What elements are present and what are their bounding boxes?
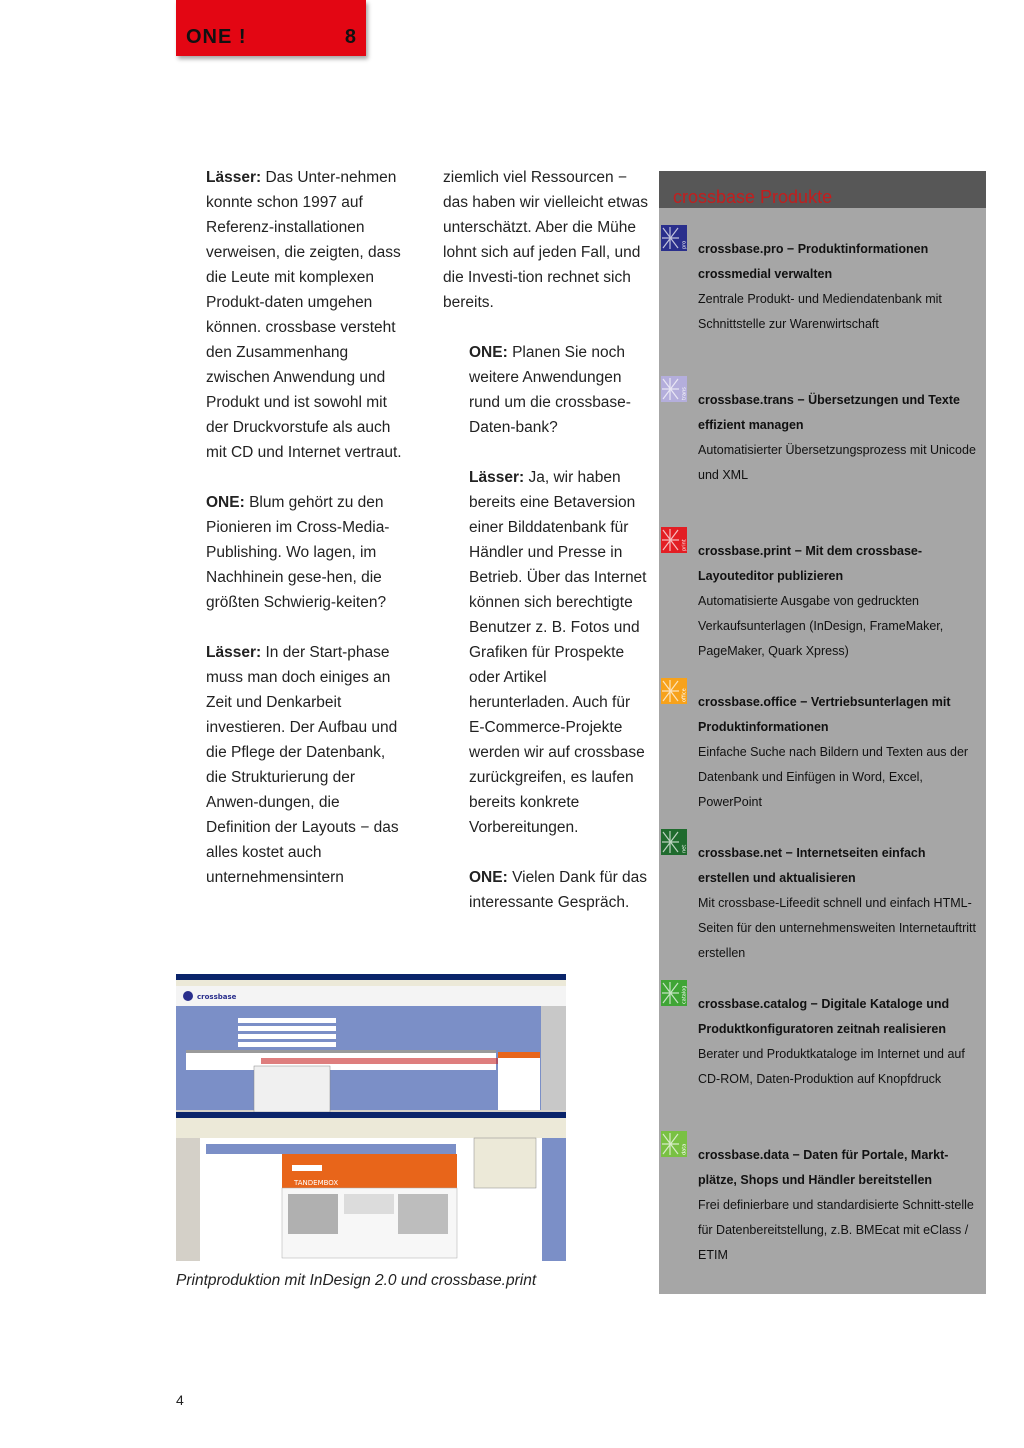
paragraph-text: Blum gehört zu den Pionieren im Cross-Media-Publishing. Wo lagen, im Nachhinein gese-hen, die größten Schwierig-keiten? [206, 494, 390, 611]
text-column-1 [176, 165, 406, 890]
product-description: Einfache Suche nach Bildern und Texten aus der Datenbank und Einfügen in Word, Excel, PowerPoint [698, 745, 969, 809]
issue-number: 8 [344, 26, 356, 48]
product-title: crossbase.trans − Übersetzungen und Texte effizient managen [698, 393, 960, 432]
product-logo-icon [661, 829, 687, 855]
product-logo-label: data [681, 1143, 687, 1155]
speaker: Lässer: [206, 644, 262, 661]
product-title: crossbase.pro − Produktinformationen crossmedial verwalten [698, 242, 929, 281]
speaker: Lässer: [206, 169, 262, 186]
paragraph-text: Vielen Dank für das interessante Gespräch. [469, 869, 648, 911]
product-description: Frei definierbare und standardisierte Schnitt-stelle für Datenbereitstellung, z.B. BMEcat mit eClass / ETIM [698, 1198, 974, 1262]
product-logo-label: net [681, 844, 687, 853]
paragraph-text: Das Unter-nehmen konnte schon 1997 auf Referenz-installationen verweisen, die zeigten, dass die Leute mit komplexen Produkt-daten umgehen können. crossbase versteht den Zusammenhang zwischen Anwendung und Produkt und ist sowohl mit der Druckvorstufe als auch mit CD und Internet vertraut. [206, 169, 402, 461]
product-logo-icon [661, 527, 687, 553]
product-logo-icon [661, 678, 687, 704]
product-logo-label: pro [681, 240, 687, 249]
product-description: Automatisierte Ausgabe von gedruckten Verkaufsunterlagen (InDesign, FrameMaker, PageMaker, Quark Xpress) [698, 594, 944, 658]
product-logo-label: print [681, 539, 687, 551]
paragraph [176, 165, 406, 465]
product-title: crossbase.data − Daten für Portale, Markt-plätze, Shops und Händler bereitstellen [698, 1148, 949, 1187]
paragraph [176, 490, 406, 615]
product-logo-label: trans [681, 387, 687, 400]
product-logo-icon [661, 225, 687, 251]
product-title: crossbase.catalog − Digitale Kataloge und Produktkonfiguratoren zeitnah realisieren [698, 997, 950, 1036]
paragraph [439, 865, 649, 915]
product-description: Berater und Produktkataloge im Internet und auf CD-ROM, Daten-Produktion auf Knopfdruck [698, 1047, 965, 1086]
product-logo-icon [661, 1131, 687, 1157]
paragraph [439, 465, 649, 840]
screenshot-doc-banner: TANDEMBOX [294, 1179, 339, 1187]
speaker: ONE: [469, 344, 508, 361]
product-logo-label: office [681, 688, 687, 702]
image-caption: Printproduktion mit InDesign 2.0 und crossbase.print [176, 1272, 537, 1289]
sidebar-header [659, 171, 986, 208]
sidebar-title: crossbase Produkte [673, 187, 833, 207]
product-title: crossbase.office − Vertriebsunterlagen mit Produktinformationen [698, 695, 951, 734]
product-description: Automatisierter Übersetzungsprozess mit Unicode und XML [698, 443, 976, 482]
paragraph [176, 640, 406, 890]
software-screenshot [176, 974, 566, 1261]
paragraph [439, 340, 649, 440]
product-description: Mit crossbase-Lifeedit schnell und einfach HTML-Seiten für den unternehmensweiten Internetauftritt erstellen [698, 896, 976, 960]
screenshot-brand: crossbase [197, 993, 237, 1001]
paragraph [439, 165, 649, 315]
text-column-2 [439, 165, 649, 915]
speaker: ONE: [206, 494, 245, 511]
product-logo-label: catalog [681, 985, 687, 1004]
product-title: crossbase.net − Internetseiten einfach erstellen und aktualisieren [698, 846, 926, 885]
page-number: 4 [176, 1392, 184, 1408]
paragraph-text: In der Start-phase muss man doch einiges an Zeit und Denkarbeit investieren. Der Aufbau und die Pflege der Datenbank, die Strukturierung der Anwen-dungen, die Definition der Layouts − das alles kostet auch unternehmensintern [206, 644, 399, 886]
paragraph-text: Ja, wir haben bereits eine Betaversion einer Bilddatenbank für Händler und Presse in Betrieb. Über das Internet können sich berechtigte Benutzer z. B. Fotos und Grafiken für Prospekte oder Artikel herunterladen. Auch für E-Commerce-Projekte werden wir auf crossbase zurückgreifen, es laufen bereits konkrete Vorbereitungen. [469, 469, 647, 836]
speaker: Lässer: [469, 469, 525, 486]
product-description: Zentrale Produkt- und Mediendatenbank mit Schnittstelle zur Warenwirtschaft [698, 292, 942, 331]
paragraph-text: Planen Sie noch weitere Anwendungen rund um die crossbase-Daten-bank? [469, 344, 631, 436]
magazine-tab [176, 0, 366, 56]
product-logo-icon [661, 980, 687, 1006]
product-logo-icon [661, 376, 687, 402]
paragraph-text: ziemlich viel Ressourcen − das haben wir vielleicht etwas unterschätzt. Aber die Mühe lohnt sich auf jeden Fall, und die Investi-tion rechnet sich bereits. [443, 169, 649, 311]
magazine-title: ONE ! [186, 26, 247, 48]
speaker: ONE: [469, 869, 508, 886]
products-sidebar [659, 171, 986, 1294]
product-title: crossbase.print − Mit dem crossbase-Layouteditor publizieren [698, 544, 923, 583]
